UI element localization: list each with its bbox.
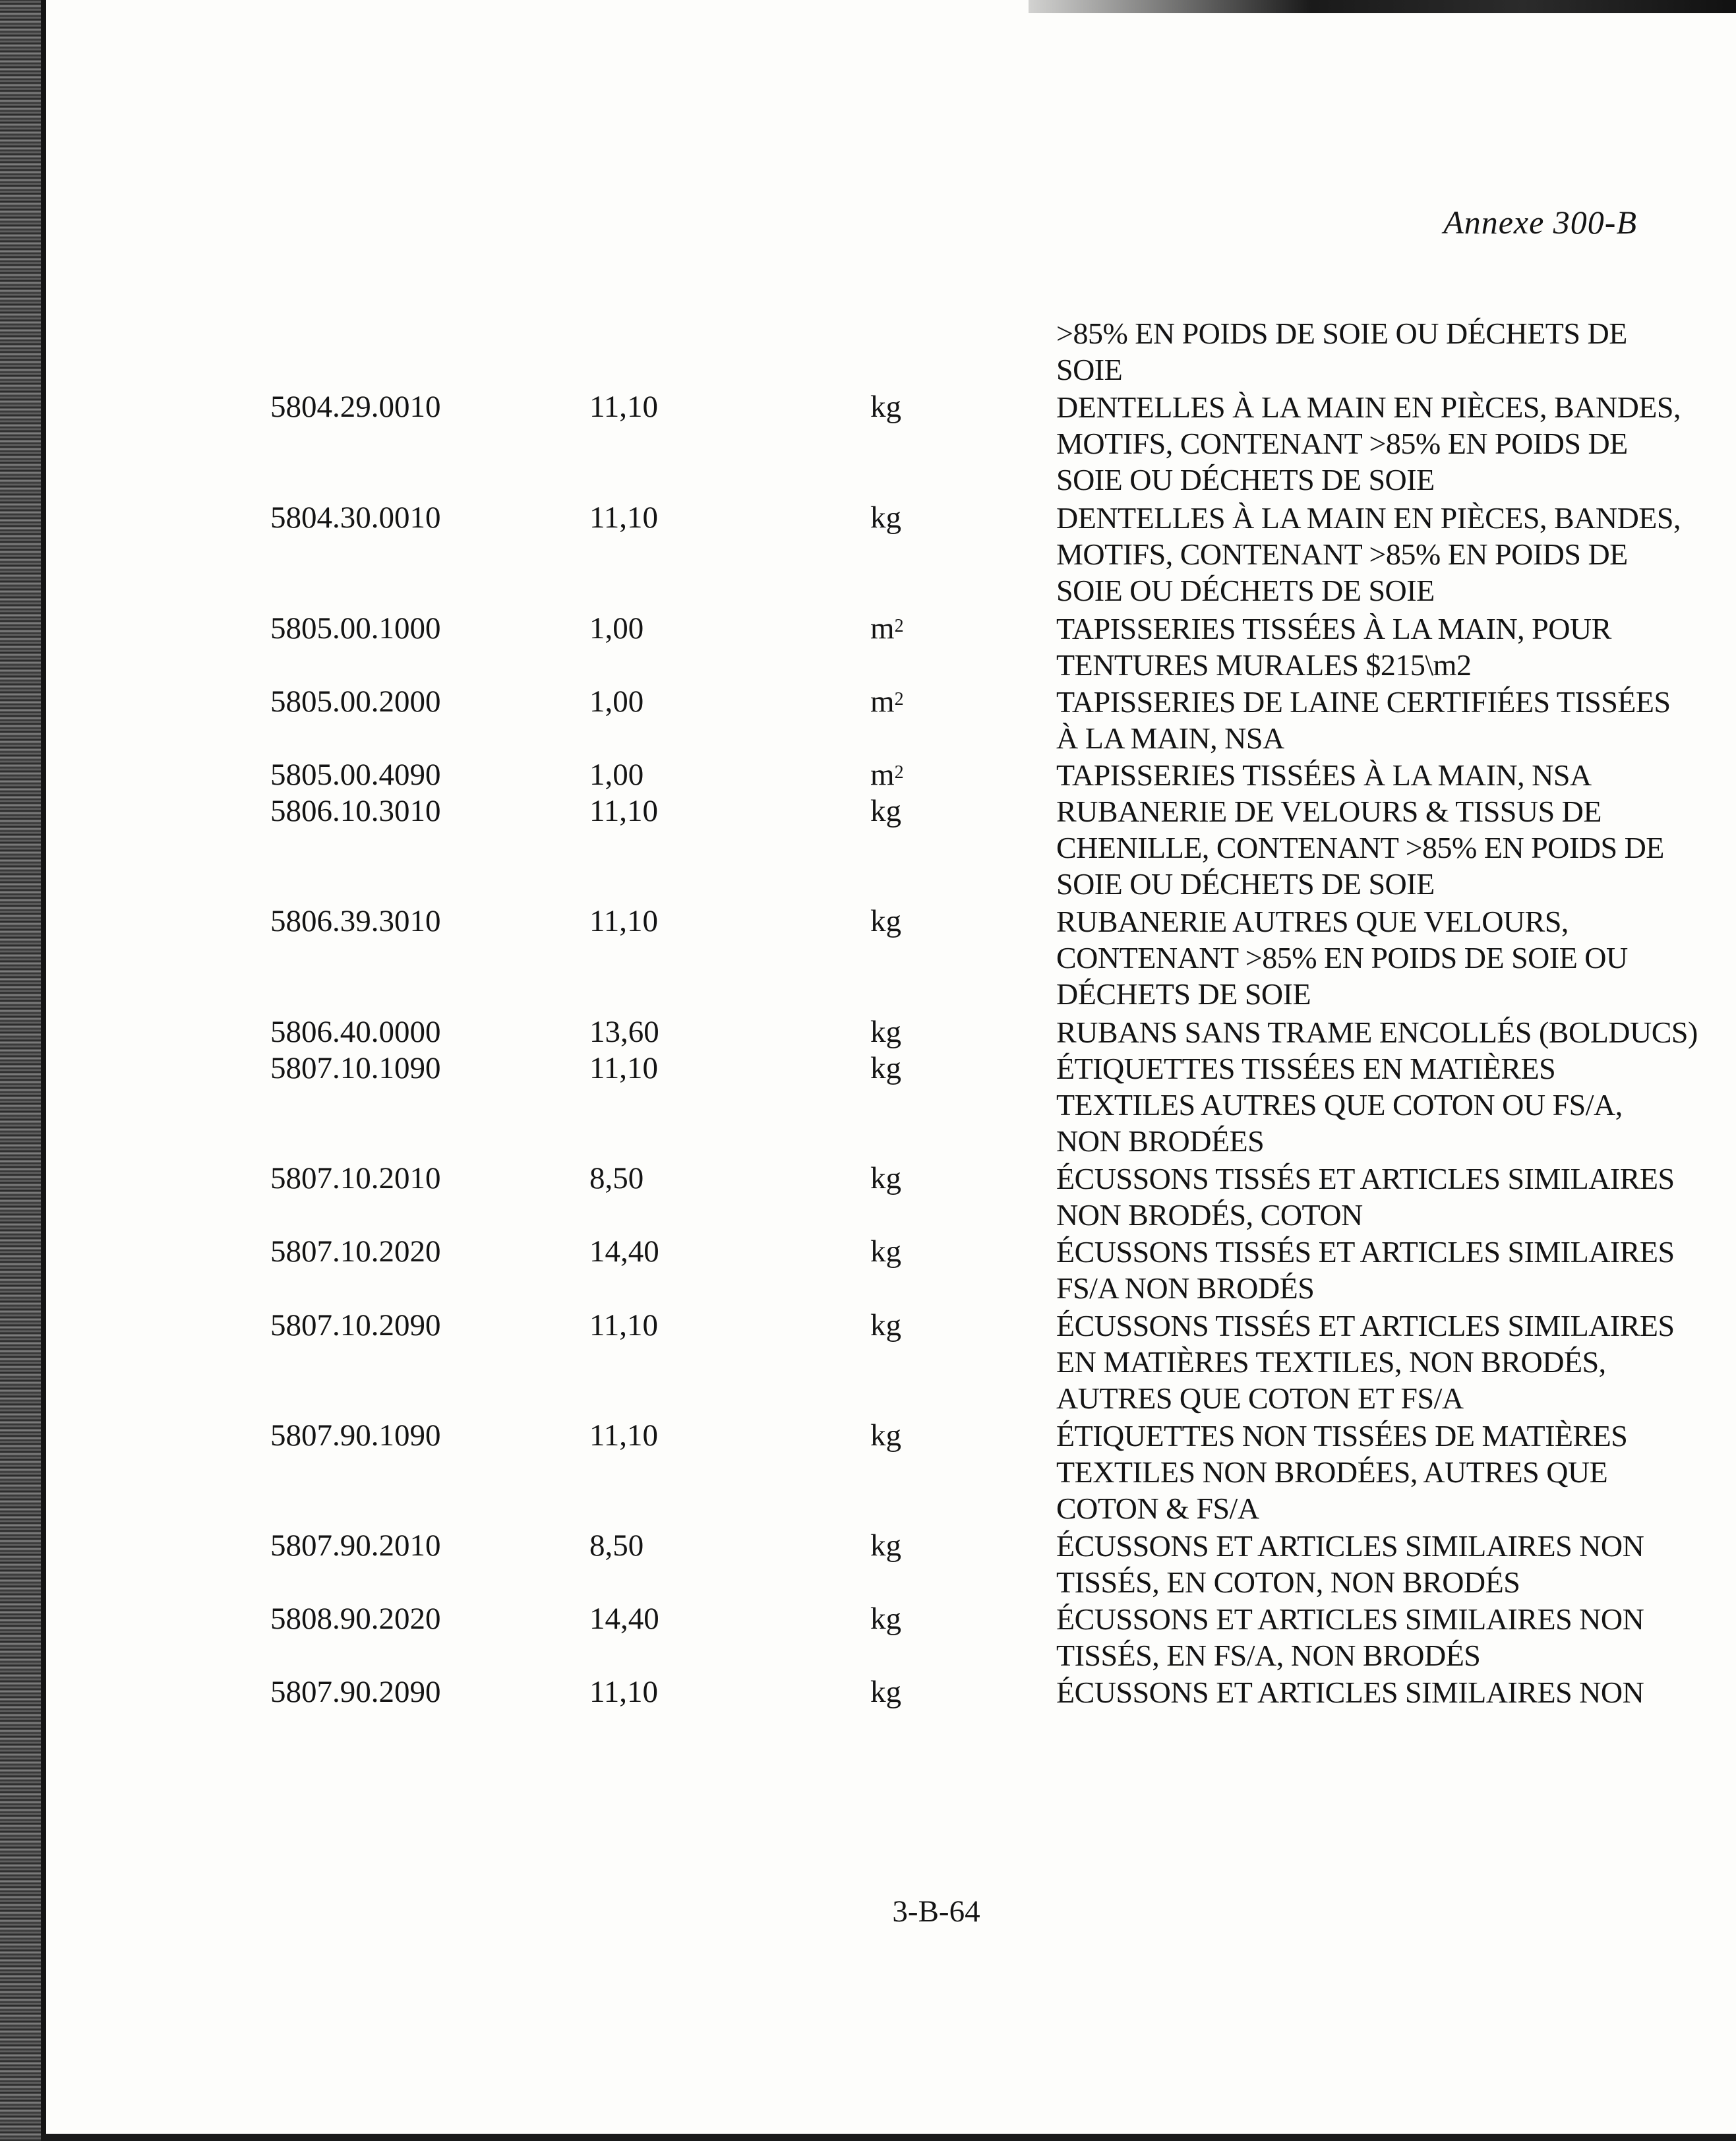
duty-rate: 11,10: [589, 904, 659, 938]
unit: kg: [870, 1528, 901, 1563]
description: RUBANERIE DE VELOURS & TISSUS DE CHENILLE, CONTENANT >85% EN POIDS DE SOIE OU DÉCHETS DE SOIE: [1056, 795, 1664, 901]
tariff-code: 5807.90.2010: [270, 1528, 441, 1563]
description: ÉCUSSONS TISSÉS ET ARTICLES SIMILAIRES NON BRODÉS, COTON: [1056, 1162, 1675, 1232]
unit: kg: [870, 500, 901, 535]
unit: kg: [870, 390, 901, 424]
description: ÉCUSSONS TISSÉS ET ARTICLES SIMILAIRES FS/A NON BRODÉS: [1056, 1235, 1675, 1305]
duty-rate: 11,10: [589, 1675, 659, 1709]
duty-rate: 14,40: [589, 1234, 659, 1269]
duty-rate: 8,50: [589, 1161, 644, 1195]
page-number: 3-B-64: [892, 1894, 980, 1929]
tariff-code: 5808.90.2020: [270, 1602, 441, 1636]
duty-rate: 8,50: [589, 1528, 644, 1563]
description: ÉCUSSONS ET ARTICLES SIMILAIRES NON TISSÉS, EN COTON, NON BRODÉS: [1056, 1529, 1644, 1599]
tariff-code: 5805.00.4090: [270, 758, 441, 792]
unit-base: m: [870, 758, 895, 792]
unit: [870, 684, 904, 720]
duty-rate: 11,10: [589, 1308, 659, 1342]
unit-base: m: [870, 611, 895, 646]
unit: kg: [870, 794, 901, 828]
description: ÉCUSSONS TISSÉS ET ARTICLES SIMILAIRES EN MATIÈRES TEXTILES, NON BRODÉS, AUTRES QUE COTON ET FS/A: [1056, 1309, 1675, 1415]
scan-edge-line: [41, 0, 46, 2141]
description: DENTELLES À LA MAIN EN PIÈCES, BANDES, MOTIFS, CONTENANT >85% EN POIDS DE SOIE OU DÉCHETS DE SOIE: [1056, 390, 1681, 497]
unit: kg: [870, 1418, 901, 1453]
tariff-code: 5806.40.0000: [270, 1015, 441, 1049]
tariff-code: 5805.00.1000: [270, 611, 441, 646]
description: DENTELLES À LA MAIN EN PIÈCES, BANDES, MOTIFS, CONTENANT >85% EN POIDS DE SOIE OU DÉCHETS DE SOIE: [1056, 501, 1681, 607]
unit: kg: [870, 1675, 901, 1709]
description: TAPISSERIES DE LAINE CERTIFIÉES TISSÉES À LA MAIN, NSA: [1056, 685, 1671, 755]
description: RUBANS SANS TRAME ENCOLLÉS (BOLDUCS): [1056, 1015, 1698, 1049]
description: ÉCUSSONS ET ARTICLES SIMILAIRES NON TISSÉS, EN FS/A, NON BRODÉS: [1056, 1602, 1644, 1672]
duty-rate: 11,10: [589, 390, 659, 424]
description: RUBANERIE AUTRES QUE VELOURS, CONTENANT >85% EN POIDS DE SOIE OU DÉCHETS DE SOIE: [1056, 905, 1628, 1011]
duty-rate: 13,60: [589, 1015, 659, 1049]
tariff-code: 5807.90.2090: [270, 1675, 441, 1709]
tariff-code: 5807.90.1090: [270, 1418, 441, 1453]
description: ÉTIQUETTES NON TISSÉES DE MATIÈRES TEXTILES NON BRODÉES, AUTRES QUE COTON & FS/A: [1056, 1419, 1628, 1525]
duty-rate: 11,10: [589, 1418, 659, 1453]
scan-edge-left: [0, 0, 41, 2141]
duty-rate: 1,00: [589, 758, 644, 792]
tariff-code: 5805.00.2000: [270, 684, 441, 719]
description: ÉCUSSONS ET ARTICLES SIMILAIRES NON: [1056, 1675, 1644, 1709]
duty-rate: 14,40: [589, 1602, 659, 1636]
description: ÉTIQUETTES TISSÉES EN MATIÈRES TEXTILES AUTRES QUE COTON OU FS/A, NON BRODÉES: [1056, 1052, 1623, 1158]
unit: kg: [870, 1308, 901, 1342]
unit: kg: [870, 1161, 901, 1195]
tariff-code: 5807.10.2090: [270, 1308, 441, 1342]
unit-exponent: 2: [894, 762, 904, 783]
tariff-code: 5806.39.3010: [270, 904, 441, 938]
annex-header: Annexe 300-B: [1443, 204, 1637, 241]
tariff-code: 5807.10.2010: [270, 1161, 441, 1195]
duty-rate: 1,00: [589, 684, 644, 719]
unit-base: m: [870, 684, 895, 719]
duty-rate: 11,10: [589, 500, 659, 535]
unit-exponent: 2: [894, 689, 904, 709]
tariff-code: 5806.10.3010: [270, 794, 441, 828]
tariff-code: 5807.10.2020: [270, 1234, 441, 1269]
unit: kg: [870, 1234, 901, 1269]
unit-exponent: 2: [894, 616, 904, 636]
duty-rate: 11,10: [589, 794, 659, 828]
scan-edge-top: [1029, 0, 1736, 13]
unit: [870, 611, 904, 647]
description: TAPISSERIES TISSÉES À LA MAIN, POUR TENTURES MURALES $215\m2: [1056, 612, 1611, 682]
unit: kg: [870, 1051, 901, 1085]
scan-edge-bottom: [41, 2134, 1736, 2141]
duty-rate: 1,00: [589, 611, 644, 646]
description: TAPISSERIES TISSÉES À LA MAIN, NSA: [1056, 758, 1592, 792]
unit: [870, 757, 904, 793]
tariff-code: 5804.29.0010: [270, 390, 441, 424]
continuation-desc: >85% EN POIDS DE SOIE OU DÉCHETS DE SOIE: [1056, 317, 1627, 386]
tariff-code: 5807.10.1090: [270, 1051, 441, 1085]
unit: kg: [870, 904, 901, 938]
unit: kg: [870, 1602, 901, 1636]
tariff-code: 5804.30.0010: [270, 500, 441, 535]
unit: kg: [870, 1015, 901, 1049]
duty-rate: 11,10: [589, 1051, 659, 1085]
